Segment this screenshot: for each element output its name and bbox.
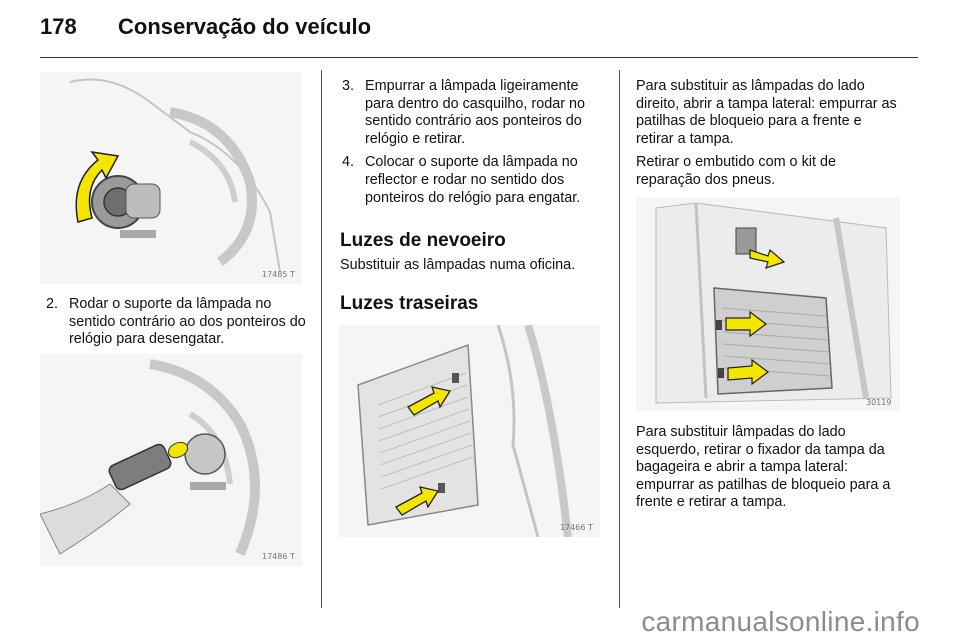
figure-lamp-holder	[40, 72, 302, 284]
watermark: carmanualsonline.info	[641, 606, 920, 637]
figure-code: 30119	[866, 398, 892, 407]
step-text: Colocar o suporte da lâmpada no reflector e rodar no sentido dos ponteiros do relógio para engatar.	[365, 154, 581, 206]
page-number: 178	[40, 14, 77, 39]
step-number: 2.	[46, 296, 59, 312]
step-number: 4.	[342, 154, 355, 171]
remove-insert-instructions: Retirar o embutido com o kit de reparação dos pneus.	[636, 154, 836, 188]
step-list-col1	[44, 296, 316, 355]
rear-light-cover-illustration	[338, 325, 600, 537]
right-side-instructions: Para substituir as lâmpadas do lado direito, abrir a tampa lateral: empurrar as patilhas de bloqueio para a frente e retirar a tampa.	[636, 78, 897, 147]
fog-lights-text: Substituir as lâmpadas numa oficina.	[340, 257, 576, 273]
step-3	[340, 78, 608, 148]
figure-code: 17485 T	[262, 270, 295, 279]
column-divider-2	[619, 70, 620, 608]
figure-luggage-side-panel	[636, 198, 900, 411]
step-4	[340, 154, 608, 207]
step-text: Rodar o suporte da lâmpada no sentido contrário ao dos ponteiros do relógio para desengatar.	[69, 296, 306, 348]
col3-top-text	[636, 78, 902, 196]
left-side-instructions: Para substituir lâmpadas do lado esquerdo, retirar o fixador da tampa da bagageira e abrir a tampa lateral: empurrar as patilhas de bloqueio para a frente e retirar a tampa.	[636, 424, 891, 511]
page-title: Conservação do veículo	[118, 14, 372, 39]
step-list-col2	[340, 78, 608, 213]
step-text: Empurrar a lâmpada ligeiramente para dentro do casquilho, rodar no sentido contrário aos ponteiros do relógio e retirar.	[365, 78, 586, 147]
figure-lamp-removal	[40, 354, 302, 566]
lamp-removal-illustration	[40, 354, 302, 566]
header-divider	[40, 57, 918, 58]
step-2	[44, 296, 316, 349]
heading-rear-lights: Luzes traseiras	[340, 293, 479, 314]
column-divider-1	[321, 70, 322, 608]
step-number: 3.	[342, 78, 355, 94]
page-header	[40, 14, 371, 40]
figure-rear-light-cover	[338, 325, 600, 537]
luggage-side-panel-illustration	[636, 198, 900, 411]
figure-code: 17466 T	[560, 523, 593, 532]
lamp-holder-rotate-illustration	[40, 72, 302, 284]
heading-fog-lights: Luzes de nevoeiro	[340, 230, 506, 251]
figure-code: 17486 T	[262, 552, 295, 561]
